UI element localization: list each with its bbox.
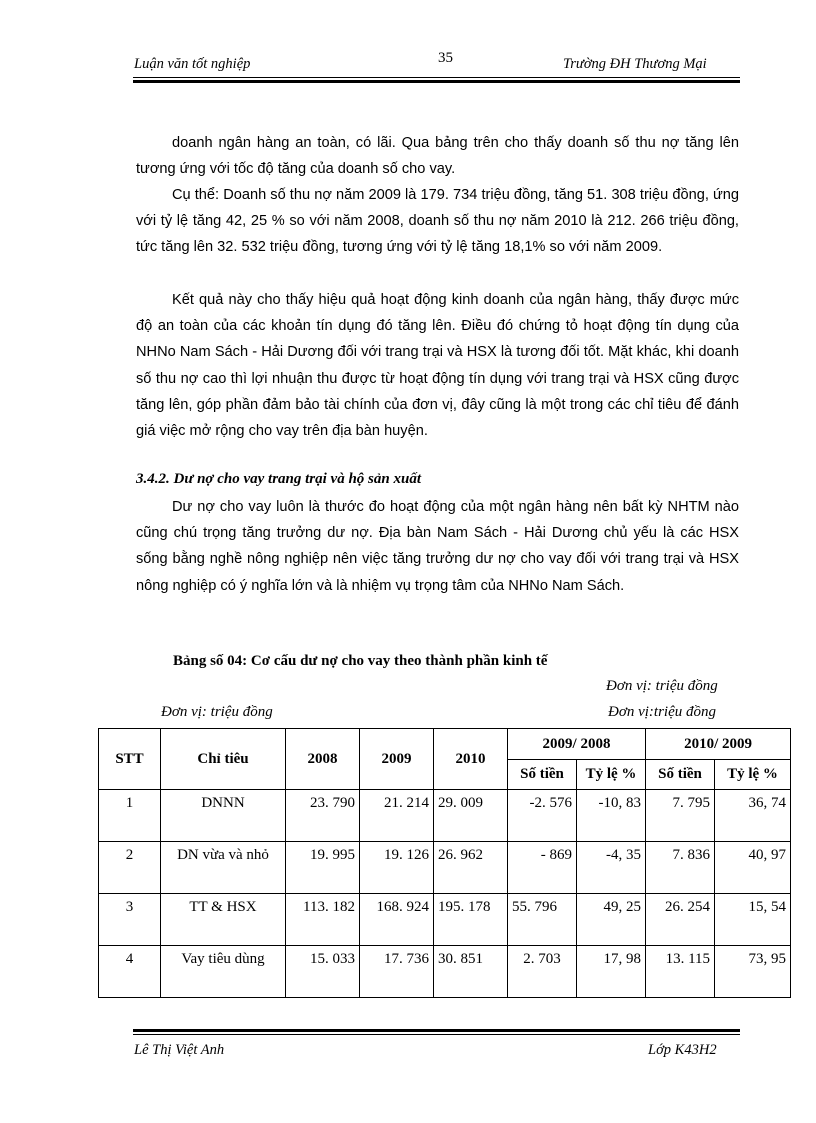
cell-ratio-2: 15, 54 xyxy=(748,899,787,915)
header-2009-vs-2008: 2009/ 2008 xyxy=(508,729,646,760)
cell-2010: 26. 962 xyxy=(438,847,483,863)
header-rule-thin xyxy=(133,77,740,78)
cell-amount-2: 26. 254 xyxy=(665,899,711,915)
cell-2010: 30. 851 xyxy=(438,951,483,967)
header-amount-2: Số tiền xyxy=(646,760,715,790)
header-ratio-2: Tỷ lệ % xyxy=(715,760,791,790)
paragraph-1 xyxy=(136,130,739,182)
cell-stt: 3 xyxy=(125,899,134,915)
footer-rule-thin xyxy=(133,1034,740,1035)
footer-right: Lớp K43H2 xyxy=(648,1042,717,1058)
table-row xyxy=(99,790,791,842)
unit-line-2-left: Đơn vị: triệu đồng xyxy=(161,704,273,720)
table-row xyxy=(99,946,791,998)
cell-indicator: DNNN xyxy=(201,795,245,811)
table-header-row-1 xyxy=(99,729,791,760)
header-ratio-1: Tỷ lệ % xyxy=(577,760,646,790)
cell-amount-1: -2. 576 xyxy=(529,795,572,811)
table-row xyxy=(99,894,791,946)
cell-amount-1: 55. 796 xyxy=(512,899,557,915)
cell-ratio-1: -4, 35 xyxy=(606,847,642,863)
cell-ratio-2: 40, 97 xyxy=(748,847,787,863)
header-rule-thick xyxy=(133,80,740,83)
cell-2009: 19. 126 xyxy=(384,847,429,863)
cell-indicator: Vay tiêu dùng xyxy=(181,951,265,967)
unit-line-2-right: Đơn vị:triệu đồng xyxy=(608,704,716,720)
cell-amount-2: 13. 115 xyxy=(665,951,711,967)
cell-2009: 17. 736 xyxy=(384,951,429,967)
header-2010: 2010 xyxy=(434,729,508,790)
paragraph-1-text: doanh ngân hàng an toàn, có lãi. Qua bảng trên cho thấy doanh số thu nợ tăng lên tương ứng với tốc độ tăng của doanh số cho vay. xyxy=(136,135,739,178)
unit-line-1: Đơn vị: triệu đồng xyxy=(606,678,718,694)
header-left: Luận văn tốt nghiệp xyxy=(134,56,251,72)
header-2009: 2009 xyxy=(360,729,434,790)
paragraph-3 xyxy=(136,287,739,444)
cell-2008: 113. 182 xyxy=(303,899,355,915)
cell-amount-1: 2. 703 xyxy=(523,951,561,967)
cell-ratio-1: -10, 83 xyxy=(598,795,642,811)
cell-2008: 15. 033 xyxy=(310,951,355,967)
cell-stt: 2 xyxy=(125,847,134,863)
cell-ratio-2: 36, 74 xyxy=(748,795,787,811)
cell-2010: 29. 009 xyxy=(438,795,483,811)
cell-2008: 23. 790 xyxy=(310,795,355,811)
debt-structure-table xyxy=(98,728,791,998)
header-stt: STT xyxy=(99,729,161,790)
paragraph-3-text: Kết quả này cho thấy hiệu quả hoạt động kinh doanh của ngân hàng, thấy được mức độ an toàn của các khoản tín dụng đó tăng lên. Điều đó chứng tỏ hoạt động tín dụng của NHNo Nam Sách - Hải Dương đối với trang trại và HSX là tương đối tốt. Mặt khác, khi doanh số thu nợ cao thì lợi nhuận thu được từ hoạt động tín dụng với trang trại và HSX cũng được tăng lên, góp phần đảm bảo tài chính của đơn vị, đây cũng là một trong các chỉ tiêu để đánh giá việc mở rộng cho vay trên địa bàn huyện. xyxy=(136,292,739,440)
cell-stt: 1 xyxy=(125,795,134,811)
paragraph-4-text: Dư nợ cho vay luôn là thước đo hoạt động của một ngân hàng nên bất kỳ NHTM nào cũng chú trọng tăng trưởng dư nợ. Địa bàn Nam Sách - Hải Dương chủ yếu là các HSX sống bằng nghề nông nghiệp nên việc tăng trưởng dư nợ cho vay đối với trang trại và HSX nông nghiệp có ý nghĩa lớn và là nhiệm vụ trọng tâm của NHNo Nam Sách. xyxy=(136,499,739,594)
header-amount-1: Số tiền xyxy=(508,760,577,790)
cell-2009: 168. 924 xyxy=(376,899,429,915)
cell-amount-2: 7. 836 xyxy=(672,847,711,863)
cell-ratio-1: 17, 98 xyxy=(603,951,642,967)
header-indicator: Chỉ tiêu xyxy=(161,729,286,790)
header-2008: 2008 xyxy=(286,729,360,790)
header-2010-vs-2009: 2010/ 2009 xyxy=(646,729,791,760)
paragraph-2-text: Cụ thể: Doanh số thu nợ năm 2009 là 179. 734 triệu đồng, tăng 51. 308 triệu đồng, ứng với tỷ lệ tăng 42, 25 % so với năm 2008, doanh số thu nợ năm 2010 là 212. 266 triệu đồng, tức tăng lên 32. 532 triệu đồng, tương ứng với tỷ lệ tăng 18,1% so với năm 2009. xyxy=(136,187,739,256)
table-caption: Bảng số 04: Cơ cấu dư nợ cho vay theo thành phần kinh tế xyxy=(173,653,548,669)
cell-amount-2: 7. 795 xyxy=(672,795,711,811)
paragraph-2 xyxy=(136,182,739,261)
cell-2008: 19. 995 xyxy=(310,847,355,863)
cell-ratio-2: 73, 95 xyxy=(748,951,787,967)
footer-left: Lê Thị Việt Anh xyxy=(134,1042,225,1058)
footer-rule-thick xyxy=(133,1029,740,1032)
cell-2010: 195. 178 xyxy=(438,899,491,915)
page-number: 35 xyxy=(438,50,453,66)
table-row xyxy=(99,842,791,894)
cell-amount-1: - 869 xyxy=(540,847,572,863)
paragraph-4 xyxy=(136,494,739,599)
cell-indicator: TT & HSX xyxy=(189,899,257,915)
cell-stt: 4 xyxy=(125,951,134,967)
header-right: Trường ĐH Thương Mại xyxy=(563,56,707,72)
cell-2009: 21. 214 xyxy=(384,795,429,811)
section-heading: 3.4.2. Dư nợ cho vay trang trại và hộ sản xuất xyxy=(136,471,421,487)
cell-ratio-1: 49, 25 xyxy=(603,899,642,915)
cell-indicator: DN vừa và nhỏ xyxy=(177,847,269,863)
